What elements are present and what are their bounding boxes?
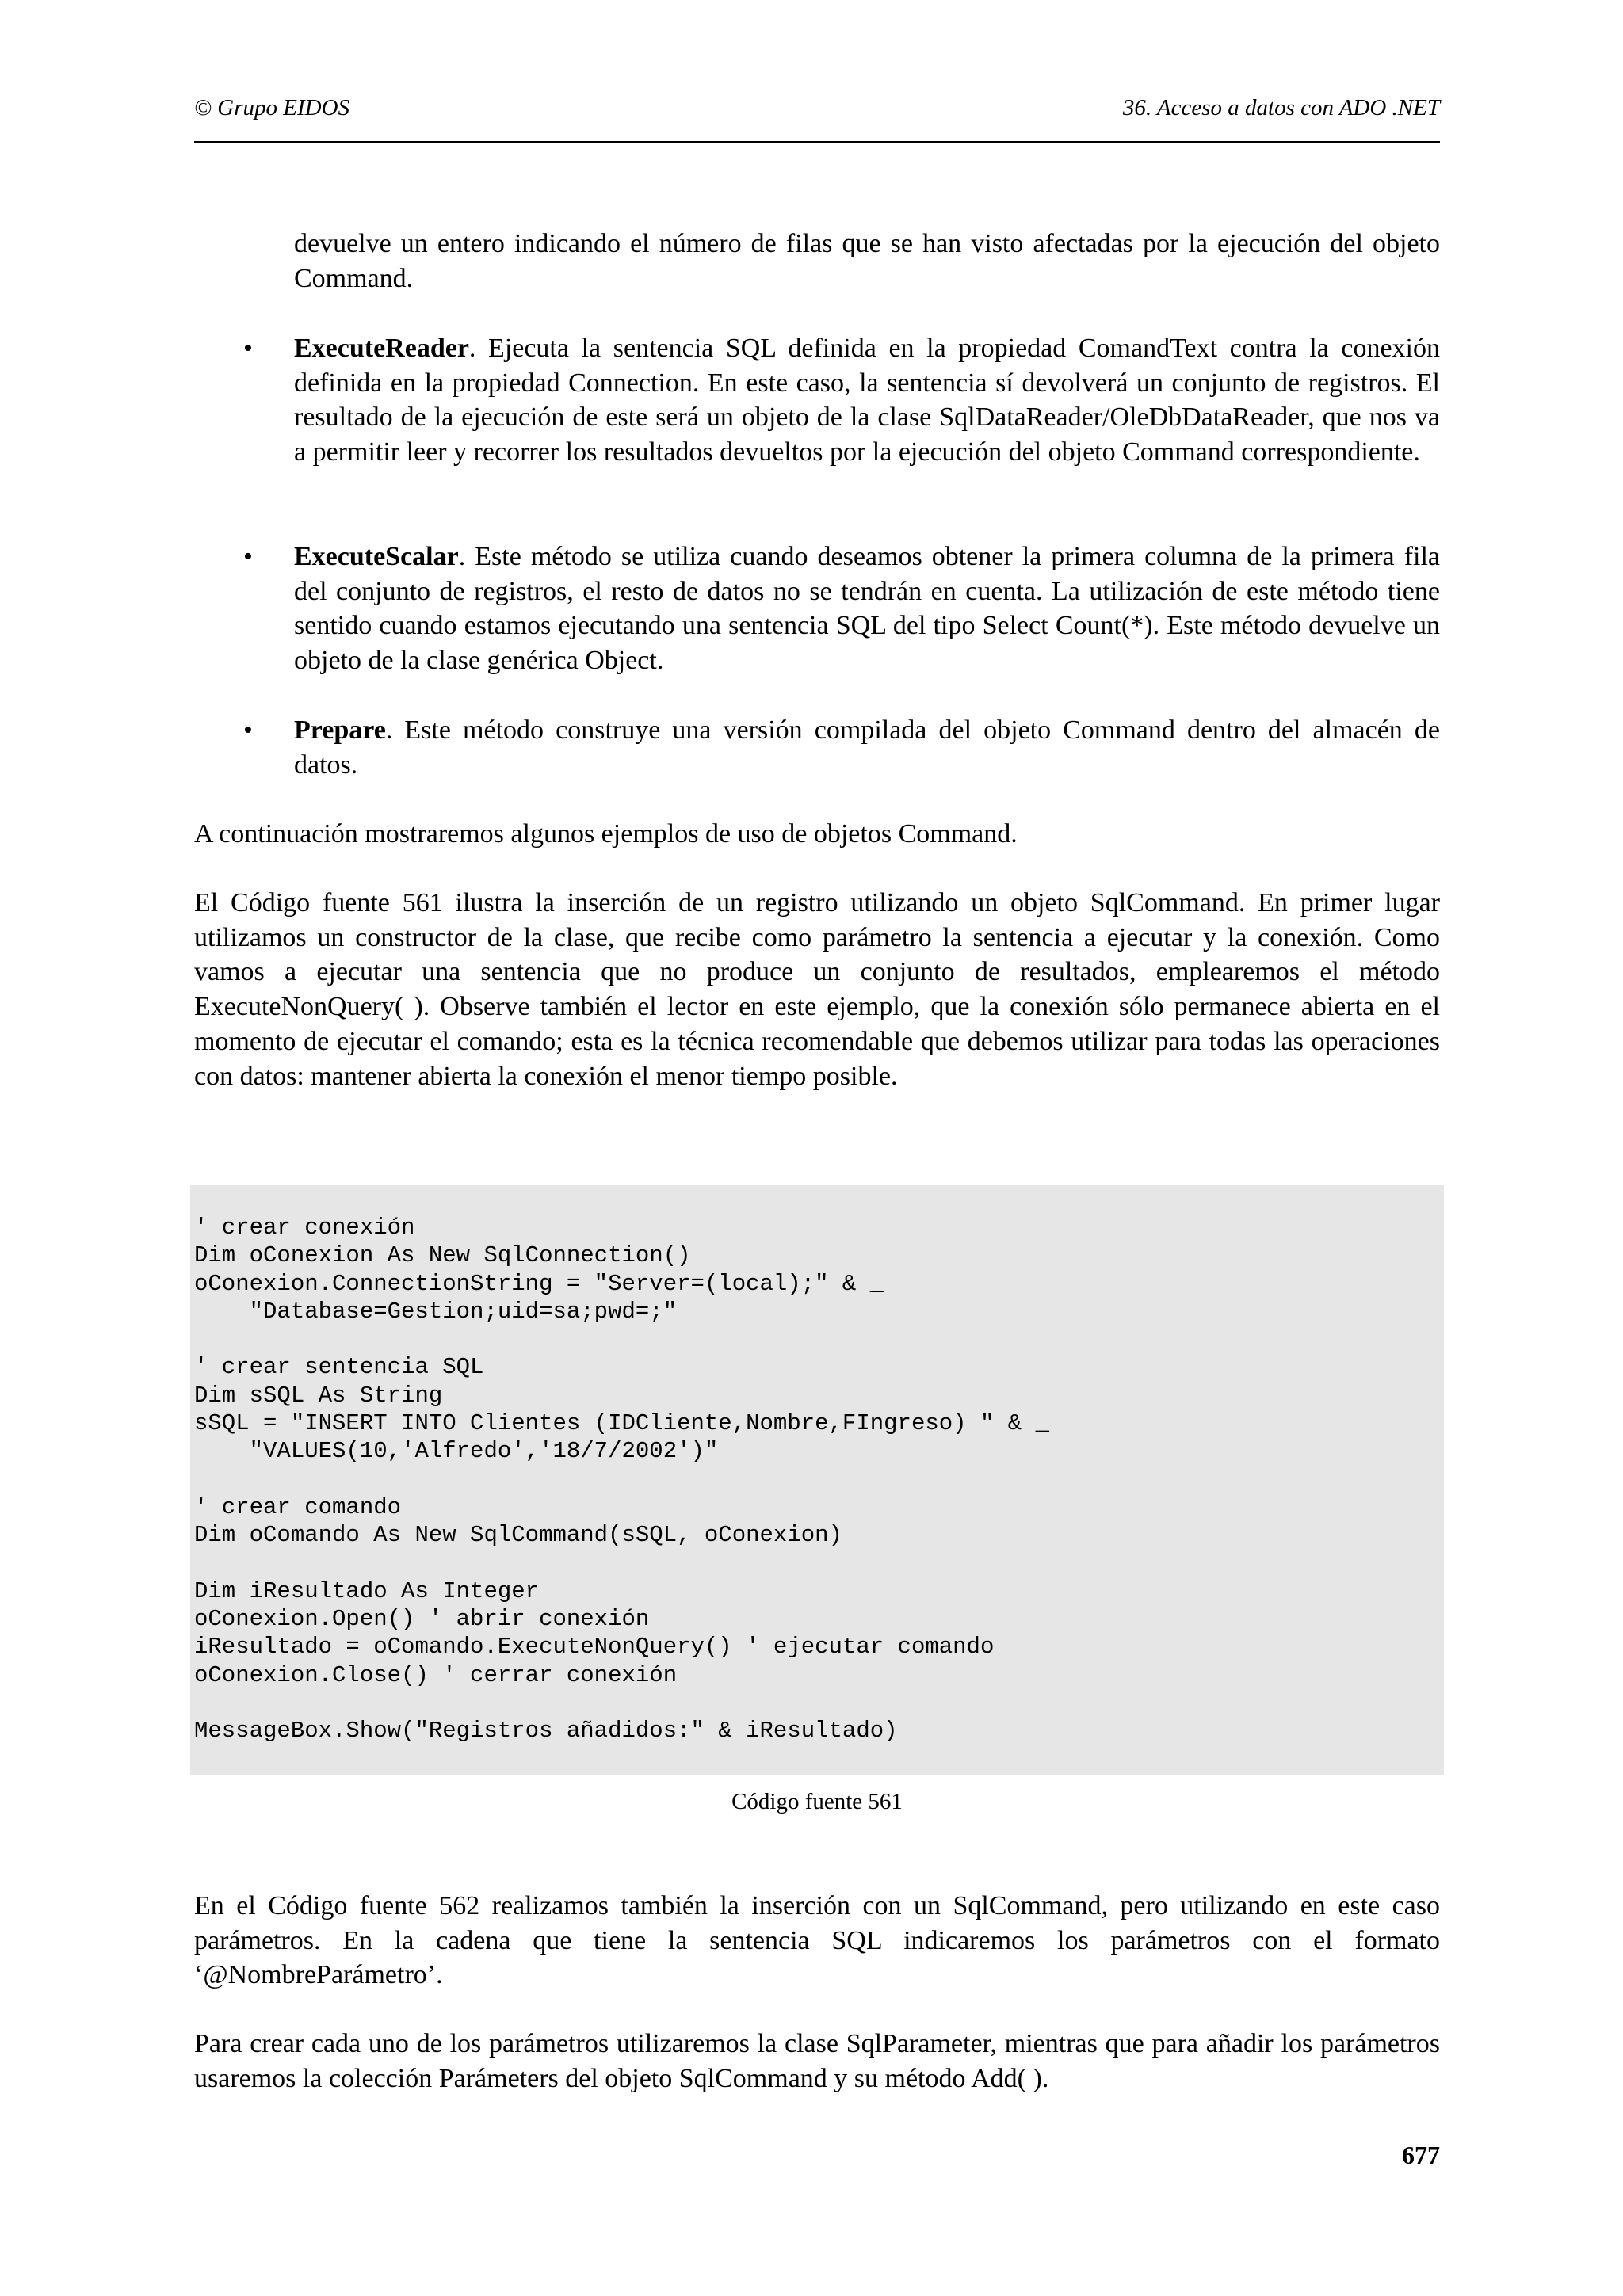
code-caption: Código fuente 561 <box>731 1789 903 1814</box>
bullet-marker: • <box>243 715 253 745</box>
intro-continuation: devuelve un entero indicando el número de filas que se han visto afectadas por la ejecución del objeto Command. <box>294 229 1440 293</box>
bullet-execute-scalar <box>294 540 1440 678</box>
code-listing: ' crear conexión Dim oConexion As New SqlConnection() oConexion.ConnectionString = "Server=(local);" & _ "Database=Gestion;uid=sa;pwd=;" ' crear sentencia SQL Dim sSQL As String sSQL = "INSERT INTO Clientes (IDCliente,Nombre,FIngreso) " & _ "VALUES(10,'Alfredo','18/7/2002')" ' crear comando Dim oComando As New SqlCommand(sSQL, oConexion) Dim iResultado As Integer oConexion.Open() ' abrir conexión iResultado = oComando.ExecuteNonQuery() ' ejecutar comando oConexion.Close() ' cerrar conexión MessageBox.Show("Registros añadidos:" & iResultado) <box>194 1215 1049 1745</box>
bullet-execute-reader <box>294 331 1440 470</box>
bullet-term: ExecuteScalar <box>294 542 459 571</box>
paragraph-code-562-description: En el Código fuente 562 realizamos también la inserción con un SqlCommand, pero utilizando en este caso parámetros. En la cadena que tiene la sentencia SQL indicaremos los parámetros con el formato ‘@NombreParámetro’. <box>194 1891 1440 1990</box>
bullet-marker: • <box>243 542 253 571</box>
paragraph-intro-examples: A continuación mostraremos algunos ejemplos de uso de objetos Command. <box>194 819 1018 849</box>
page-header <box>194 95 1440 143</box>
bullet-term: ExecuteReader <box>294 334 469 363</box>
bullet-prepare <box>294 713 1440 782</box>
header-publisher: © Grupo EIDOS <box>194 95 350 120</box>
paragraph-sqlparameter: Para crear cada uno de los parámetros utilizaremos la clase SqlParameter, mientras que para añadir los parámetros usaremos la colección Parámeters del objeto SqlCommand y su método Add( ). <box>194 2029 1440 2093</box>
bullet-description: . Este método construye una versión compilada del objeto Command dentro del almacén de datos. <box>294 715 1440 780</box>
paragraph-code-561-description: El Código fuente 561 ilustra la inserción de un registro utilizando un objeto SqlCommand. En primer lugar utilizamos un constructor de la clase, que recibe como parámetro la sentencia a ejecutar y la conexión. Como vamos a ejecutar una sentencia que no produce un conjunto de resultados, emplearemos el método ExecuteNonQuery( ). Observe también el lector en este ejemplo, que la conexión sólo permanece abierta en el momento de ejecutar el comando; esta es la técnica recomendable que debemos utilizar para todas las operaciones con datos: mantener abierta la conexión el menor tiempo posible. <box>194 888 1440 1091</box>
bullet-description: . Este método se utiliza cuando deseamos obtener la primera columna de la primera fila del conjunto de registros, el resto de datos no se tendrán en cuenta. La utilización de este método tiene sentido cuando estamos ejecutando una sentencia SQL del tipo Select Count(*). Este método devuelve un objeto de la clase genérica Object. <box>294 542 1440 676</box>
header-chapter-title: 36. Acceso a datos con ADO .NET <box>1122 95 1440 120</box>
bullet-description: . Ejecuta la sentencia SQL definida en la propiedad ComandText contra la conexión definida en la propiedad Connection. En este caso, la sentencia sí devolverá un conjunto de registros. El resultado de la ejecución de este será un objeto de la clase SqlDataReader/OleDbDataReader, que nos va a permitir leer y recorrer los resultados devueltos por la ejecución del objeto Command correspondiente. <box>294 334 1440 467</box>
bullet-term: Prepare <box>294 715 386 745</box>
bullet-marker: • <box>243 334 253 363</box>
page-number: 677 <box>1402 2141 1440 2169</box>
